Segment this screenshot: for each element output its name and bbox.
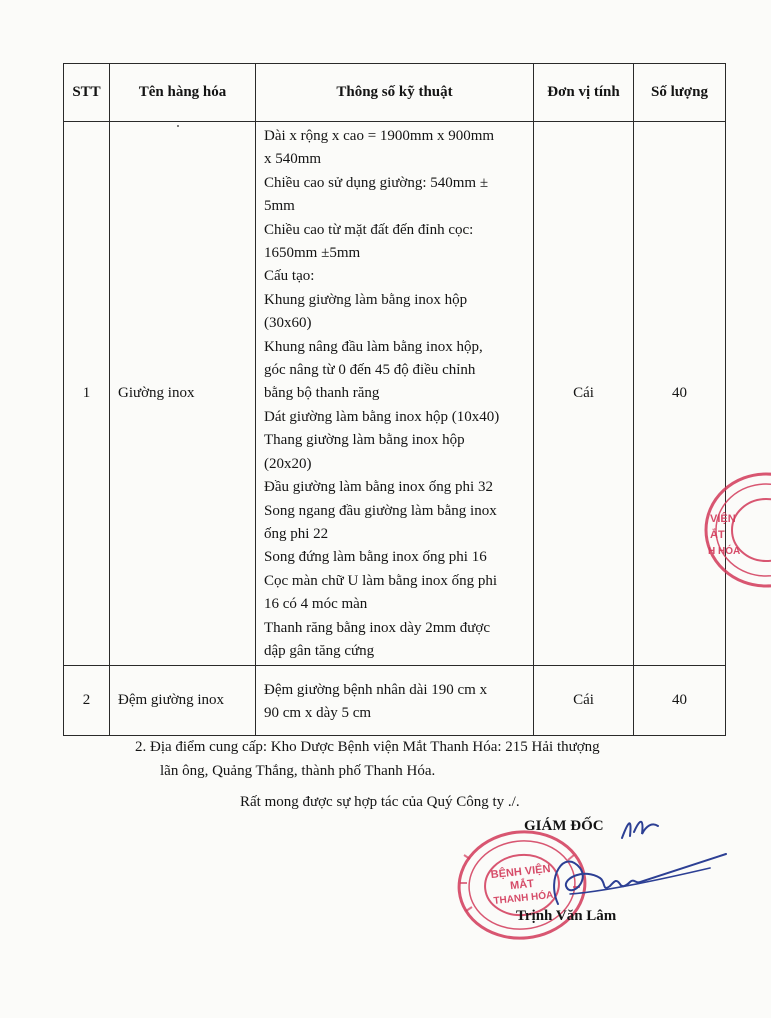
cell-specs <box>256 122 534 666</box>
cell-stt: 1 <box>64 122 110 666</box>
spec-line: Cấu tạo: <box>264 268 315 285</box>
cell-name: Đệm giường inox <box>110 666 256 736</box>
header-qty: Số lượng <box>634 64 726 122</box>
delivery-location-line1: 2. Địa điểm cung cấp: Kho Dược Bệnh viện Mắt Thanh Hóa: 215 Hải thượng <box>135 739 600 755</box>
spec-line: Thang giường làm bằng inox hộp <box>264 432 465 449</box>
stamp-line3: THANH HÓA <box>493 889 554 908</box>
header-unit: Đơn vị tính <box>534 64 634 122</box>
spec-line: 5mm <box>264 198 295 215</box>
spec-line: bằng bộ thanh răng <box>264 385 380 402</box>
closing-line: Rất mong được sự hợp tác của Quý Công ty ./. <box>240 794 520 810</box>
spec-line: ống phi 22 <box>264 525 329 542</box>
spec-line: x 540mm <box>264 151 322 168</box>
spec-line: 1650mm ±5mm <box>264 245 361 262</box>
header-name: Tên hàng hóa <box>110 64 256 122</box>
spec-line: Khung giường làm bằng inox hộp <box>264 291 468 308</box>
header-stt: STT <box>64 64 110 122</box>
spec-line: Chiều cao từ mặt đất đến đỉnh cọc: <box>264 221 474 238</box>
cell-unit: Cái <box>534 122 634 666</box>
edge-stamp-line3: H HÓA <box>708 546 741 557</box>
table-row <box>64 666 726 736</box>
cell-qty: 40 <box>634 666 726 736</box>
spec-line: Dát giường làm bằng inox hộp (10x40) <box>264 408 500 425</box>
cell-name: Giường inox <box>110 122 256 666</box>
spec-line: Dài x rộng x cao = 1900mm x 900mm <box>264 128 495 144</box>
spec-line: (20x20) <box>264 455 312 472</box>
header-specs: Thông số kỹ thuật <box>256 64 534 122</box>
specification-table <box>63 63 726 736</box>
signer-name: Trịnh Văn Lâm <box>516 908 617 924</box>
handwritten-signature <box>540 838 740 918</box>
spec-line: (30x60) <box>264 315 312 332</box>
cell-specs <box>256 666 534 736</box>
table-row <box>64 122 726 666</box>
spec-line: Thanh răng bằng inox dày 2mm được <box>264 619 491 636</box>
spec-line: dập gân tăng cứng <box>264 642 375 659</box>
edge-stamp-line2: ẮT <box>710 529 725 541</box>
cell-qty: 40 <box>634 122 726 666</box>
cell-unit: Cái <box>534 666 634 736</box>
scan-dot <box>177 125 179 127</box>
spec-line: Chiều cao sử dụng giường: 540mm ± <box>264 174 489 191</box>
spec-line: Cọc màn chữ U làm bằng inox ống phi <box>264 572 498 589</box>
spec-line: góc nâng từ 0 đến 45 độ điều chỉnh <box>264 362 476 379</box>
edge-stamp-line1: VIỆN <box>710 513 736 525</box>
spec-line: Song ngang đầu giường làm bằng inox <box>264 502 497 519</box>
spec-line: Song đứng làm bằng inox ống phi 16 <box>264 549 487 566</box>
table-header-row <box>64 64 726 122</box>
stamp-line2: MẮT <box>509 877 535 893</box>
edge-stamp <box>700 468 771 593</box>
cell-stt: 2 <box>64 666 110 736</box>
delivery-location-line2: lãn ông, Quảng Thắng, thành phố Thanh Hóa. <box>160 763 436 779</box>
stamp-line1: BỆNH VIỆN <box>490 862 552 882</box>
spec-line: 90 cm x dày 5 cm <box>264 705 372 721</box>
director-title: GIÁM ĐỐC <box>524 818 604 834</box>
spec-line: 16 có 4 móc màn <box>264 596 368 613</box>
spec-line: Đầu giường làm bằng inox ống phi 32 <box>264 479 493 496</box>
spec-line: Khung nâng đầu làm bằng inox hộp, <box>264 338 483 355</box>
spec-line: Đệm giường bệnh nhân dài 190 cm x <box>264 681 488 698</box>
